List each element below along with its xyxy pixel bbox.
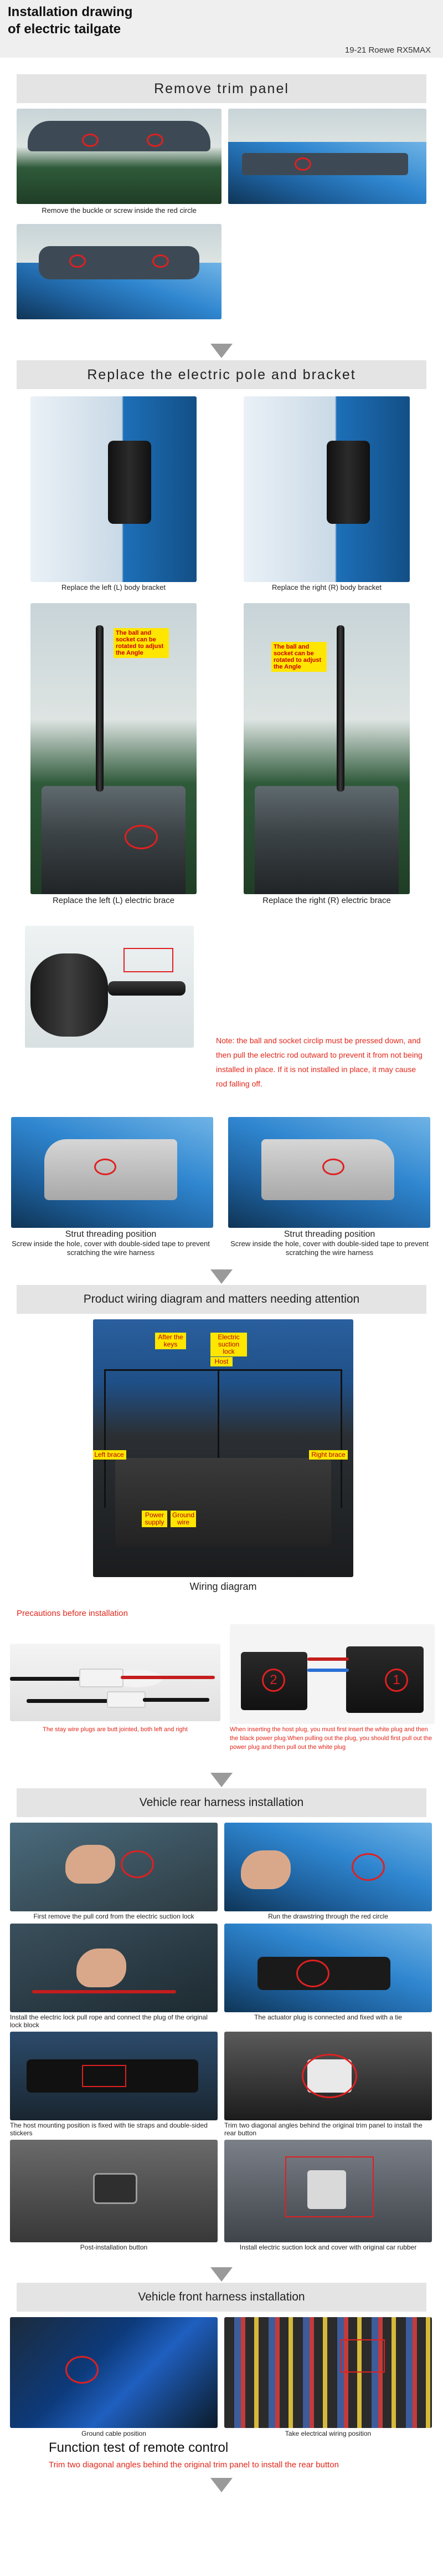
photo-rear-harness-6 (224, 2032, 432, 2120)
caption-front-1: Ground cable position (81, 2430, 146, 2437)
label-after-keys: After the keys (155, 1333, 186, 1349)
caption-left-bracket: Replace the left (L) body bracket (61, 583, 166, 591)
caption-rear-7: Post-installation button (80, 2243, 148, 2251)
precautions-title: Precautions before installation (17, 1609, 128, 1618)
document-title (8, 3, 132, 38)
photo-rear-harness-1 (10, 1823, 218, 1911)
photo-right-electric-brace (244, 603, 410, 894)
section-banner-wiring: Product wiring diagram and matters needing attention (17, 1285, 426, 1314)
red-box-marker (341, 2339, 385, 2373)
red-circle-marker (121, 1850, 154, 1878)
red-box-marker (82, 2065, 126, 2087)
strut-title-right: Strut threading position (284, 1230, 375, 1239)
photo-rear-harness-4 (224, 1924, 432, 2012)
caption-rear-4: The actuator plug is connected and fixed with a tie (254, 2013, 402, 2021)
ball-socket-note-right: The ball and socket can be rotated to adjust the Angle (271, 642, 327, 672)
red-circle-marker (302, 2054, 357, 2098)
bracket-shape (108, 441, 151, 524)
photo-rear-harness-8 (224, 2140, 432, 2242)
caption-right-bracket: Replace the right (R) body bracket (272, 583, 382, 591)
section-banner-remove-trim: Remove trim panel (17, 74, 426, 103)
label-host: Host (210, 1357, 233, 1366)
stay-wire-note: The stay wire plugs are butt jointed, both left and right (43, 1726, 188, 1733)
label-electric-suction-lock: Electric suction lock (210, 1333, 247, 1356)
caption-right-brace: Replace the right (R) electric brace (262, 896, 391, 905)
bracket-shape (327, 441, 370, 524)
photo-trim-panel-2 (228, 109, 426, 204)
photo-stay-wire-plugs (10, 1644, 220, 1721)
caption-front-2: Take electrical wiring position (285, 2430, 372, 2437)
photo-rear-harness-3 (10, 1924, 218, 2012)
caption-remove-buckle: Remove the buckle or screw inside the red circle (42, 206, 197, 215)
photo-left-body-bracket (30, 396, 197, 582)
rear-button-shape (93, 2173, 137, 2204)
red-circle-marker (94, 1159, 116, 1175)
title-line-2: of electric tailgate (8, 22, 121, 37)
photo-strut-threading-right (228, 1117, 430, 1228)
red-circle-marker (295, 157, 311, 171)
photo-right-body-bracket (244, 396, 410, 582)
caption-rear-8: Install electric suction lock and cover with original car rubber (239, 2243, 417, 2251)
section-banner-replace-pole: Replace the electric pole and bracket (17, 360, 426, 389)
red-circle-marker (147, 134, 163, 147)
red-box-marker (123, 948, 173, 972)
photo-left-electric-brace (30, 603, 197, 894)
ball-socket-note-left: The ball and socket can be rotated to adjust the Angle (114, 628, 169, 658)
number-marker-2: 2 (262, 1669, 285, 1692)
label-power-supply: Power supply (142, 1511, 167, 1527)
caption-rear-6: Trim two diagonal angles behind the original trim panel to install the rear button (224, 2121, 423, 2137)
photo-circlip (25, 926, 194, 1048)
function-test-title: Function test of remote control (49, 2440, 229, 2455)
photo-strut-threading-left (11, 1117, 213, 1228)
caption-strut-threading-right (224, 1230, 435, 1257)
red-circle-marker (296, 1960, 329, 1987)
red-circle-marker (65, 2356, 99, 2384)
strut-desc-left: Screw inside the hole, cover with double-sided tape to prevent scratching the wire harness (12, 1239, 210, 1257)
red-circle-marker (322, 1159, 344, 1175)
photo-ground-cable (10, 2317, 218, 2428)
caption-rear-2: Run the drawstring through the red circle (268, 1912, 388, 1920)
red-circle-marker (82, 134, 99, 147)
down-arrow-icon (210, 2267, 233, 2282)
red-circle-marker (352, 1853, 385, 1881)
wiring-diagram (93, 1319, 353, 1577)
caption-strut-threading-left (6, 1230, 216, 1257)
label-right-brace: Right brace (309, 1450, 348, 1460)
red-box-marker (285, 2156, 374, 2217)
down-arrow-icon (210, 1269, 233, 1284)
photo-trim-panel-3 (17, 224, 222, 319)
section-banner-front-harness: Vehicle front harness installation (17, 2283, 426, 2312)
caption-left-brace: Replace the left (L) electric brace (52, 896, 175, 905)
strut-desc-right: Screw inside the hole, cover with double-sided tape to prevent scratching the wire harness (230, 1239, 429, 1257)
photo-host-plugs (230, 1624, 435, 1724)
photo-rear-harness-5 (10, 2032, 218, 2120)
photo-electrical-wiring (224, 2317, 432, 2428)
red-circle-marker (152, 254, 169, 268)
section-banner-rear-harness: Vehicle rear harness installation (17, 1788, 426, 1817)
red-circle-marker (125, 825, 158, 849)
caption-rear-1: First remove the pull cord from the electric suction lock (33, 1912, 194, 1920)
circlip-note: Note: the ball and socket circlip must be pressed down, and then pull the electric rod outward to prevent it from not being installed in place. If it is not installed in place, it may cause rod falling off. (216, 1036, 423, 1088)
label-ground-wire: Ground wire (171, 1511, 196, 1527)
photo-trim-panel-1 (17, 109, 222, 204)
down-arrow-icon (210, 2478, 233, 2492)
photo-rear-harness-7 (10, 2140, 218, 2242)
strut-shape (337, 625, 344, 792)
title-line-1: Installation drawing (8, 4, 133, 19)
caption-rear-5: The host mounting position is fixed with tie straps and double-sided stickers (10, 2121, 208, 2137)
host-plug-note: When inserting the host plug, you must first insert the white plug and then the black power plug.When pulling out the plug, you should first pull out the power plug and then pull out the white plug (230, 1726, 432, 1751)
caption-rear-3: Install the electric lock pull rope and connect the plug of the original lock block (10, 2013, 208, 2029)
red-circle-marker (69, 254, 86, 268)
strut-shape (96, 625, 104, 792)
down-arrow-icon (210, 1773, 233, 1787)
function-test-note: Trim two diagonal angles behind the original trim panel to install the rear button (49, 2460, 339, 2470)
photo-rear-harness-2 (224, 1823, 432, 1911)
down-arrow-icon (210, 344, 233, 358)
strut-title-left: Strut threading position (65, 1230, 157, 1239)
label-left-brace: Left brace (93, 1450, 126, 1460)
number-marker-1: 1 (385, 1669, 408, 1692)
vehicle-model: 19-21 Roewe RX5MAX (344, 45, 431, 55)
wiring-diagram-caption: Wiring diagram (189, 1581, 257, 1592)
